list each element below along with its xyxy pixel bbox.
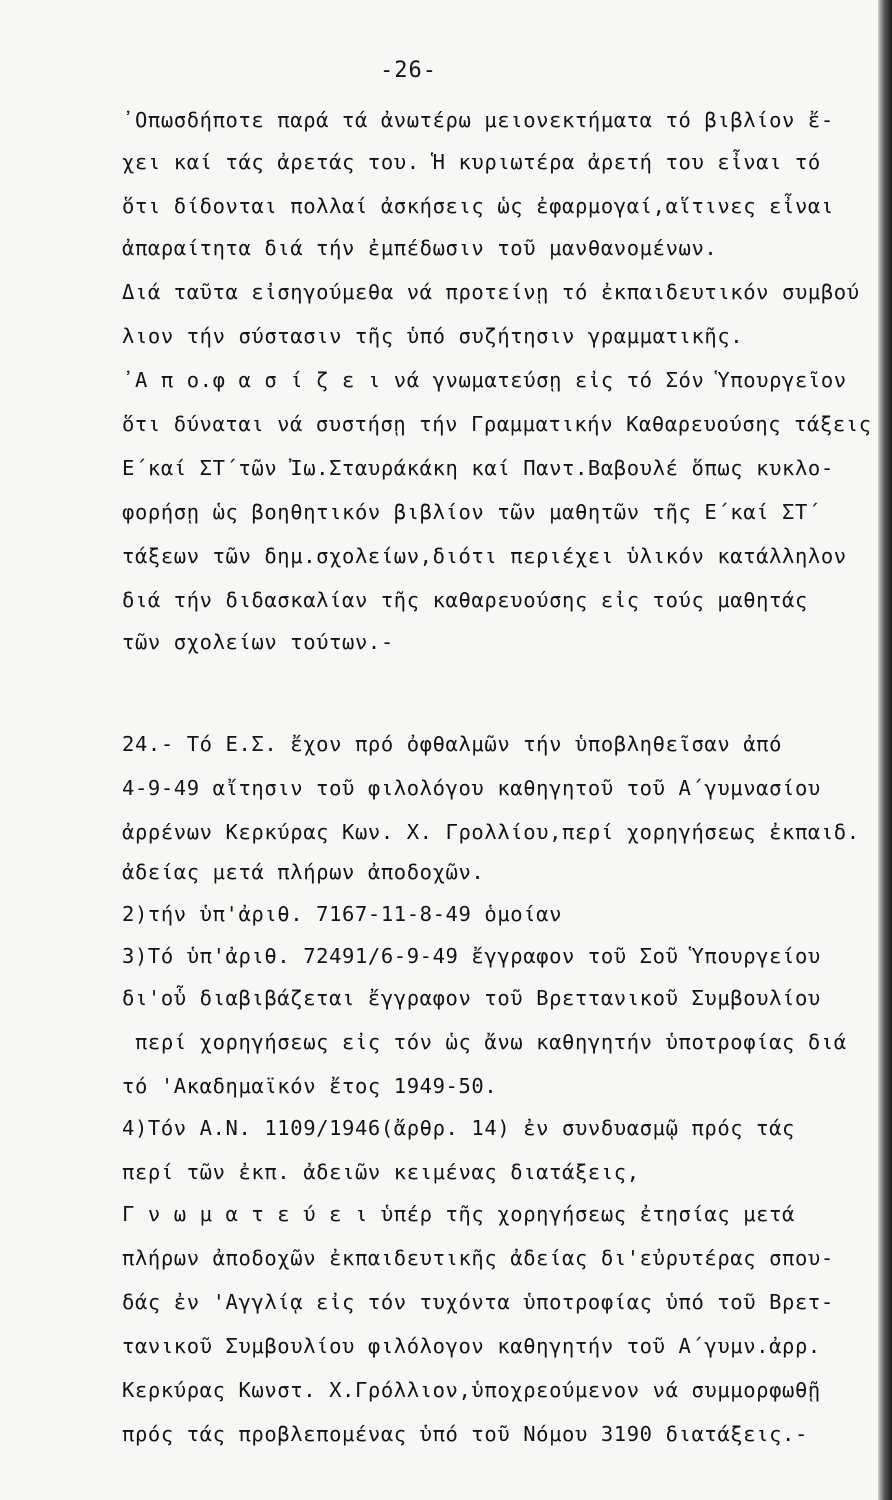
text-line: ᾿Οπωσδήποτε παρά τά ἀνωτέρω μειονεκτήματα τό βιβλίον ἔ- (122, 108, 834, 132)
text-line: πλήρων ἀποδοχῶν ἐκπαιδευτικῆς ἀδείας δι'εὐρυτέρας σπου- (122, 1246, 834, 1270)
text-line: 24.- Τό Ε.Σ. ἔχον πρό ὀφθαλμῶν τήν ὑποβληθεῖσαν ἀπό (122, 732, 783, 756)
text-line: πρός τάς προβλεπομένας ὑπό τοῦ Νόμου 3190 διατάξεις.- (122, 1422, 808, 1446)
text-line: 4)Τόν Α.Ν. 1109/1946(ἄρθρ. 14) ἐν συνδυασμῷ πρός τάς (122, 1116, 795, 1140)
text-line: ἀπαραίτητα διά τήν ἐμπέδωσιν τοῦ μανθανομένων. (122, 236, 718, 260)
text-line: χει καί τάς ἀρετάς του. Ἡ κυριωτέρα ἀρετή του εἶναι τό (122, 150, 821, 174)
text-line: δι'οὗ διαβιβάζεται ἔγγραφον τοῦ Βρεττανικοῦ Συμβουλίου (122, 986, 821, 1010)
text-line: διά τήν διδασκαλίαν τῆς καθαρευούσης εἰς τούς μαθητάς (122, 588, 808, 612)
text-line: ᾿Α π ο.φ α σ ί ζ ε ι νά γνωματεύσῃ εἰς τό Σόν Ὑπουργεῖον (122, 368, 847, 392)
text-line: 4-9-49 αἴτησιν τοῦ φιλολόγου καθηγητοῦ τοῦ Α΄γυμνασίου (122, 776, 821, 800)
text-line: δάς ἐν 'Αγγλίᾳ εἰς τόν τυχόντα ὑποτροφίας ὑπό τοῦ Βρετ- (122, 1290, 834, 1314)
text-line: 3)Τό ὑπ'ἀριθ. 72491/6-9-49 ἔγγραφον τοῦ Σοῦ Ὑπουργείου (122, 944, 821, 968)
text-line: Κερκύρας Κωνστ. Χ.Γρόλλιον,ὑποχρεούμενον νά συμμορφωθῇ (122, 1378, 821, 1402)
text-line: ἀδείας μετά πλήρων ἀποδοχῶν. (122, 860, 485, 884)
text-line: λιον τήν σύστασιν τῆς ὑπό συζήτησιν γραμματικῆς. (122, 324, 744, 348)
text-line: ἀρρένων Κερκύρας Κων. Χ. Γρολλίου,περί χορηγήσεως ἐκπαιδ. (122, 820, 860, 844)
text-line: τάξεων τῶν δημ.σχολείων,διότι περιέχει ὑλικόν κατάλληλον (122, 544, 847, 568)
text-line: τό 'Ακαδημαϊκόν ἔτος 1949-50. (122, 1074, 498, 1098)
text-line: περί χορηγήσεως εἰς τόν ὡς ἄνω καθηγητήν ὑποτροφίας διά (122, 1030, 847, 1054)
text-line: Διά ταῦτα εἰσηγούμεθα νά προτείνῃ τό ἐκπαιδευτικόν συμβού (122, 280, 860, 304)
text-line: τῶν σχολείων τούτων.- (122, 630, 394, 654)
text-line: Ε΄καί ΣΤ΄τῶν Ἰω.Σταυράκάκη καί Παντ.Βαβουλέ ὅπως κυκλο- (122, 456, 834, 480)
text-line: Γ ν ω μ α τ ε ύ ε ι ὑπέρ τῆς χορηγήσεως ἐτησίας μετά (122, 1202, 795, 1226)
text-line: φορήσῃ ὡς βοηθητικόν βιβλίον τῶν μαθητῶν τῆς Ε΄καί ΣΤ΄ (122, 500, 821, 524)
text-line: ὅτι δύναται νά συστήσῃ τήν Γραμματικήν Καθαρευούσης τάξεις (122, 412, 872, 436)
scan-edge-shadow (878, 0, 892, 1500)
page-number: -26- (380, 58, 437, 83)
text-line: περί τῶν ἐκπ. ἀδειῶν κειμένας διατάξεις, (122, 1160, 640, 1184)
text-line: ὅτι δίδονται πολλαί ἀσκήσεις ὡς ἐφαρμογαί,αἵτινες εἶναι (122, 194, 834, 218)
text-line: 2)τήν ὑπ'ἀριθ. 7167-11-8-49 ὁμοίαν (122, 902, 563, 926)
text-line: τανικοῦ Συμβουλίου φιλόλογον καθηγητήν τοῦ Α΄γυμν.ἀρρ. (122, 1334, 821, 1358)
